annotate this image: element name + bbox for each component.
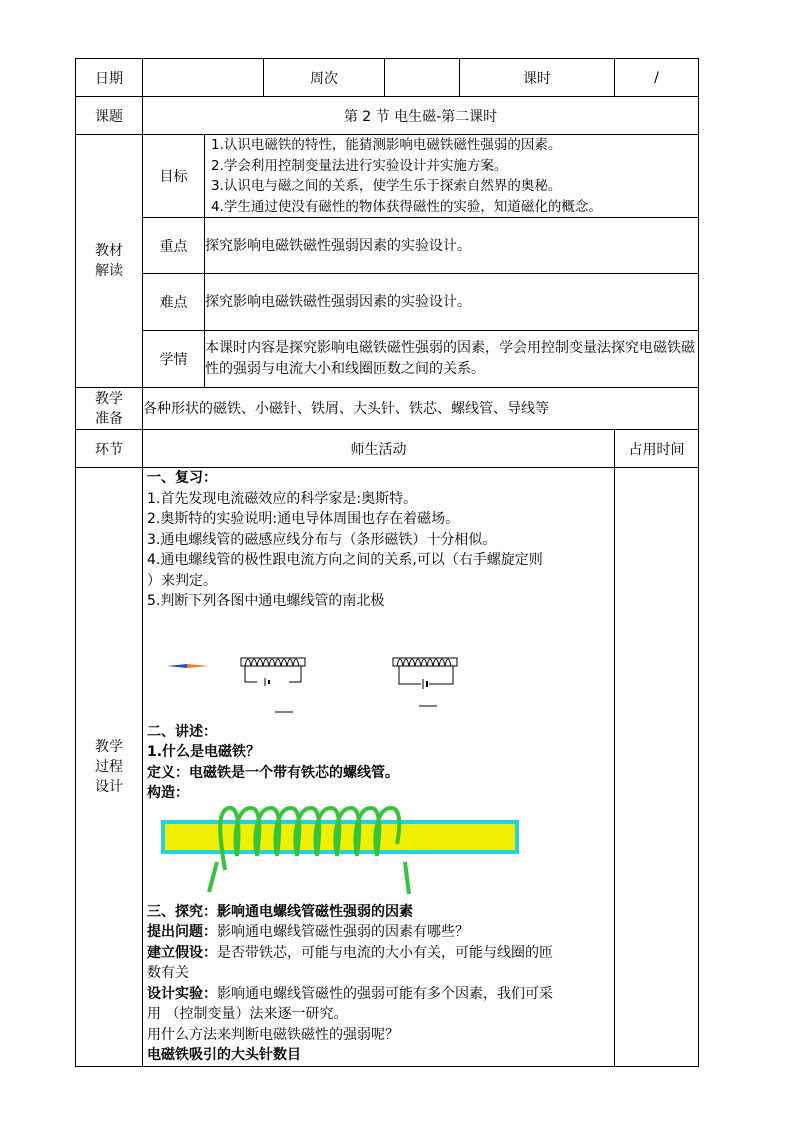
week-label: 周次 [264,59,385,97]
prep-row [76,388,699,430]
goal-item: 2.学会利用控制变量法进行实验设计并实施方案。 [211,157,508,174]
solenoid-circuit-icon [393,658,457,706]
review-item: ）来判定。 [147,572,217,589]
situation-row [76,331,699,388]
key-point-label: 重点 [143,218,205,274]
solenoid-circuit-icon [241,658,305,712]
date-label: 日期 [76,59,143,97]
section-header-row [76,430,699,468]
review-item: 4.通电螺线管的极性跟电流方向之间的关系,可以（右手螺旋定则 [147,552,543,568]
electromagnet-figure [147,804,610,902]
goal-item: 4.学生通过使没有磁性的物体获得磁性的实验，知道磁化的概念。 [211,198,602,215]
method-question: 用什么方法来判断电磁铁磁性的强弱呢？ [147,1026,399,1043]
goals-label: 目标 [143,135,205,218]
review-item: 2.奥斯特的实验说明:通电导体周围也存在着磁场。 [147,511,460,527]
ask-label: 提出问题： [147,924,217,940]
design-text: 影响通电螺线管磁性的强弱可能有多个因素，我们可采 [217,985,553,1002]
header-row [76,59,699,97]
key-point-value: 探究影响电磁铁磁性强弱因素的实验设计。 [205,218,699,274]
hypothesis-label: 建立假设： [147,944,217,961]
difficulty-value: 探究影响电磁铁磁性强弱因素的实验设计。 [205,274,699,331]
solenoid-figures [147,612,610,722]
review-item: 5.判断下列各图中通电螺线管的南北极 [147,593,385,609]
week-value [385,59,460,97]
review-item: 3.通电螺线管的磁感应线分布与（条形磁铁）十分相似。 [147,531,497,548]
goals-content [205,135,699,218]
time-header: 占用时间 [615,430,699,468]
solenoid-figures-svg [147,612,607,722]
situation-label: 学情 [143,331,205,388]
activity-header: 师生活动 [143,430,615,468]
analysis-label-line2: 解读 [95,263,123,279]
date-value [143,59,264,97]
structure-label: 构造： [147,785,189,801]
situation-value: 本课时内容是探究影响电磁铁磁性强弱的因素，学会用控制变量法探究电磁铁磁性的强弱与电流大小和线圈匝数之间的关系。 [205,331,699,388]
definition: 定义：电磁铁是一个带有铁芯的螺线管。 [147,764,399,781]
compass-needle-icon [167,664,209,668]
process-row [76,468,699,1067]
analysis-label-line1: 教材 [95,243,123,259]
question-1: 1.什么是电磁铁？ [147,744,261,760]
design-label: 设计实验： [147,985,217,1002]
ask-text: 影响通电螺线管磁性强弱的因素有哪些？ [217,924,469,940]
review-title: 一、复习： [147,470,217,486]
difficulty-row [76,274,699,331]
method-answer: 电磁铁吸引的大头针数目 [147,1047,301,1063]
process-time [615,468,699,1067]
prep-label-line2: 准备 [95,410,123,427]
explore-title: 三、探究：影响通电螺线管磁性强弱的因素 [147,903,413,920]
hypothesis-text-cont: 数有关 [147,965,189,981]
period-label: 课时 [460,59,615,97]
stage-header: 环节 [76,430,143,468]
prep-value: 各种形状的磁铁、小磁针、铁屑、大头针、铁芯、螺线管、导线等 [143,388,699,430]
goal-item: 3.认识电与磁之间的关系，使学生乐于探索自然界的奥秘。 [211,178,562,194]
lesson-plan-table [75,58,699,1067]
difficulty-label: 难点 [143,274,205,331]
process-label-line2: 过程 [95,758,123,775]
lecture-title: 二、讲述： [147,723,217,740]
prep-label [76,388,143,430]
topic-value: 第 2 节 电生磁-第二课时 [143,97,699,135]
prep-label-line1: 教学 [95,390,123,407]
process-label-line3: 设计 [95,778,123,795]
process-label [76,468,143,1067]
key-point-row [76,218,699,274]
review-item: 1.首先发现电流磁效应的科学家是:奥斯特。 [147,490,418,507]
topic-label: 课题 [76,97,143,135]
hypothesis-text: 是否带铁芯，可能与电流的大小有关，可能与线圈的匝 [217,944,553,961]
process-content [143,468,615,1067]
analysis-label [76,135,143,388]
goals-row [76,135,699,218]
electromagnet-icon [147,804,527,902]
topic-row [76,97,699,135]
design-text-cont: 用 （控制变量）法来逐一研究。 [147,1006,348,1022]
process-label-line1: 教学 [95,738,123,755]
goal-item: 1.认识电磁铁的特性，能猜测影响电磁铁磁性强弱的因素。 [211,137,562,153]
period-value: / [615,59,699,97]
